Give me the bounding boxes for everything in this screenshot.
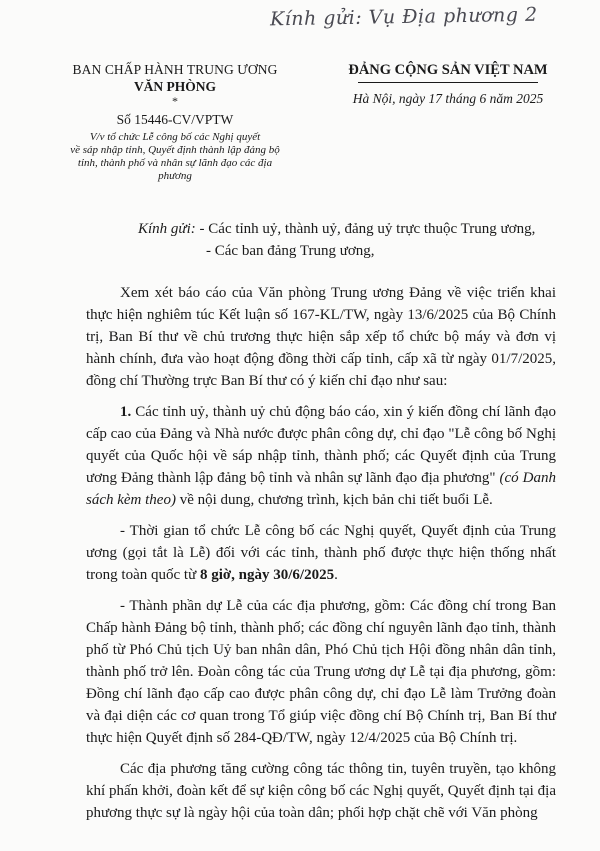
paragraph-time: - Thời gian tổ chức Lễ công bố các Nghị quyết, Quyết định của Trung ương (gọi tắt là Lễ) đối với các tỉnh, thành phố được thực hiện thống nhất trong toàn quốc từ 8 giờ, ngày 30/6/2025. (86, 523, 556, 583)
party-underline (358, 82, 538, 83)
dateline: Hà Nội, ngày 17 tháng 6 năm 2025 (352, 91, 544, 106)
party-name: ĐẢNG CỘNG SẢN VIỆT NAM (348, 62, 548, 78)
paragraph-intro: Xem xét báo cáo của Văn phòng Trung ương Đảng về việc triển khai thực hiện nghiêm túc Kết luận số 167-KL/TW, ngày 13/6/2025 của Bộ Chính trị, Ban Bí thư về chủ trương thực hiện sắp xếp tổ chức bộ máy và đơn vị hành chính, đưa vào hoạt động đồng thời cấp tỉnh, cấp xã từ ngày 01/7/2025, đồng chí Thường trực Ban Bí thư có ý kiến chỉ đạo như sau: (86, 285, 556, 389)
org-name: BAN CHẤP HÀNH TRUNG ƯƠNG (72, 62, 278, 77)
issuer-header (60, 62, 290, 183)
recipients-label: Kính gửi: (138, 221, 196, 237)
handwritten-note: Kính gửi: Vụ Địa phương 2 (269, 3, 538, 31)
recipients (138, 218, 535, 262)
document-subject: V/v tổ chức Lễ công bố các Nghị quyết về sáp nhập tỉnh, Quyết định thành lập đảng bộ tỉnh, thành phố và nhân sự lãnh đạo các địa phương (70, 131, 280, 182)
recipient-line-2: - Các ban đảng Trung ương, (206, 243, 375, 259)
paragraph-communication: Các địa phương tăng cường công tác thông tin, tuyên truyền, tạo không khí phấn khởi, đoàn kết để sự kiện công bố các Nghị quyết, Quyết định tại địa phương thực sự là ngày hội của toàn dân; phối hợp chặt chẽ với Văn phòng (86, 761, 556, 821)
document-number: Số 15446-CV/VPTW (116, 112, 234, 127)
paragraph-participants: - Thành phần dự Lễ của các địa phương, gồm: Các đồng chí trong Ban Chấp hành Đảng bộ tỉnh, thành phố; các đồng chí nguyên lãnh đạo tỉnh, thành phố từ Phó Chủ tịch Uỷ ban nhân dân, Phó Chủ tịch Hội đồng nhân dân tỉnh, thành phố trở lên. Đoàn công tác của Trung ương dự Lễ tại địa phương, gồm: Đồng chí lãnh đạo cấp cao được phân công dự, chỉ đạo Lễ làm Trưởng đoàn và đại diện các cơ quan trong Tổ giúp việc đồng chí Bộ Chính trị, Ban Bí thư thực hiện Quyết định số 284-QĐ/TW, ngày 12/4/2025 của Bộ Chính trị. (86, 598, 556, 746)
paragraph-item-1: 1. Các tỉnh uỷ, thành uỷ chủ động báo cáo, xin ý kiến đồng chí lãnh đạo cấp cao của Đảng và Nhà nước được phân công dự, chỉ đạo "Lễ công bố Nghị quyết của Quốc hội về sáp nhập tỉnh, thành phố; các Quyết định của Trung ương Đảng thành lập đảng bộ tỉnh và nhân sự lãnh đạo địa phương" (có Danh sách kèm theo) về nội dung, chương trình, kịch bản chi tiết buổi Lễ. (86, 404, 556, 508)
party-header (312, 62, 584, 107)
office-name: VĂN PHÒNG (133, 79, 217, 94)
recipient-line-1: - Các tỉnh uỷ, thành uỷ, đảng uỷ trực thuộc Trung ương, (199, 221, 536, 237)
star-mark: * (172, 94, 178, 108)
item-number: 1. (120, 404, 132, 420)
document-body (86, 282, 556, 833)
